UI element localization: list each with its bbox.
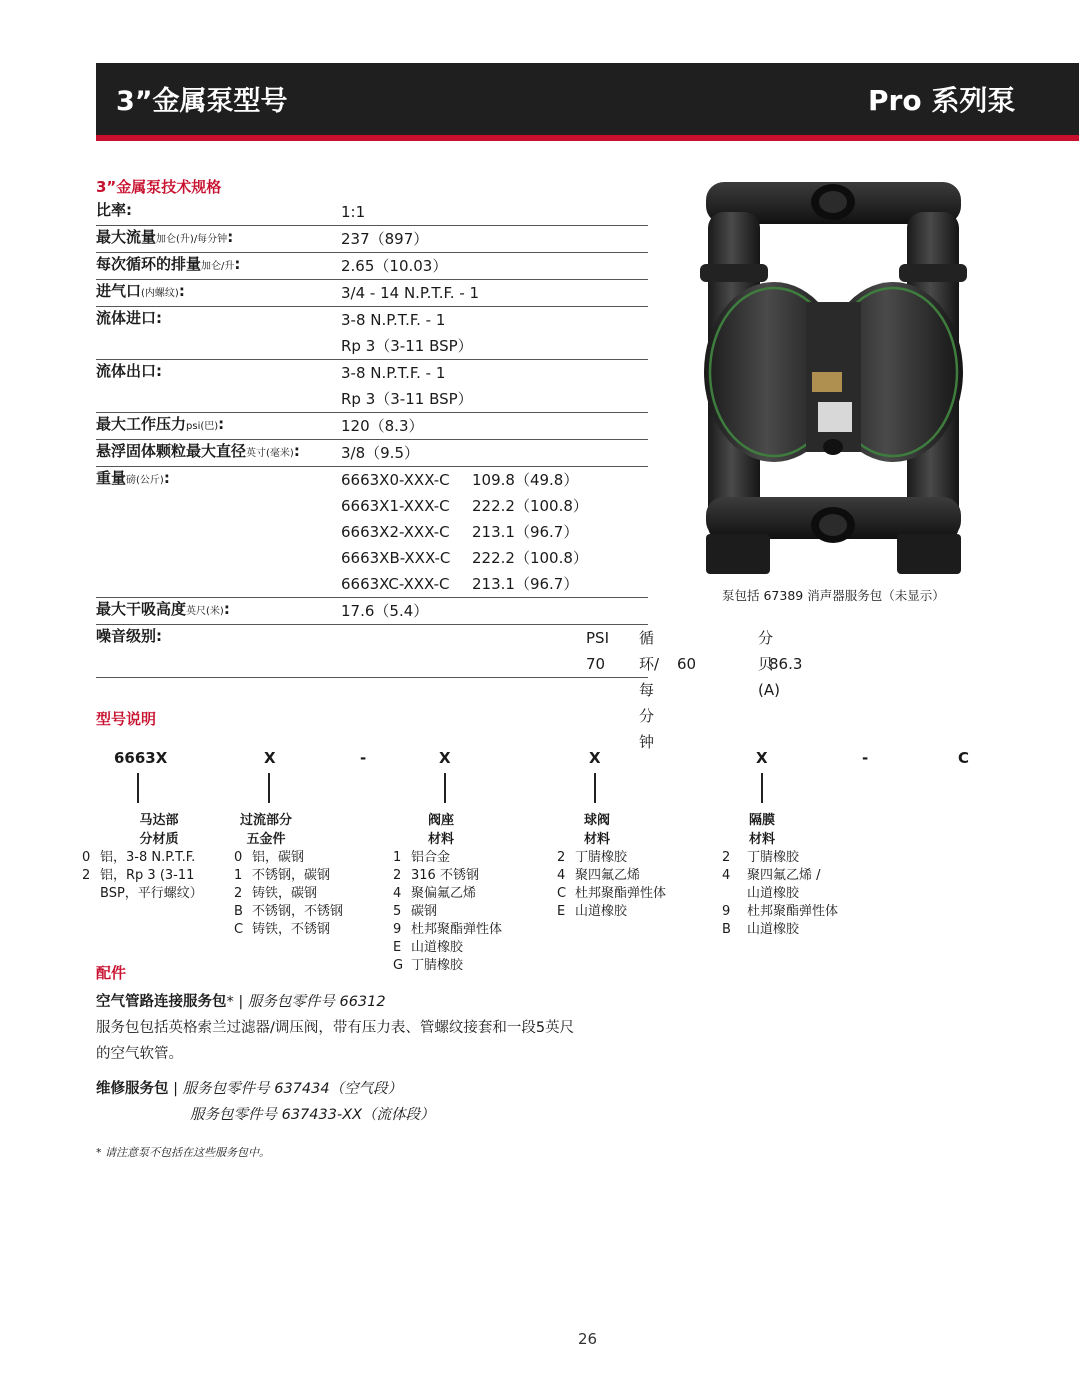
option-code: B	[234, 904, 243, 919]
option-label: 聚四氟乙烯	[575, 868, 641, 883]
spec-colon: :	[227, 228, 234, 246]
air-kit-line: 空气管路连接服务包* | 服务包零件号 66312	[96, 994, 386, 1010]
model-column-hardware	[234, 811, 343, 939]
weight-model: 6663X0-XXX-C	[341, 471, 450, 489]
option-label: 不锈钢，碳钢	[252, 868, 331, 883]
option-label: 丁腈橡胶	[747, 850, 800, 865]
weight-value: 213.1（96.7）	[472, 575, 579, 593]
repair-kit-part-air: 服务包零件号 637434（空气段）	[182, 1081, 403, 1097]
option-code: 4	[722, 868, 731, 883]
spec-label: 每次循环的排量	[96, 255, 202, 273]
spec-row	[96, 413, 648, 440]
column-head-line: 阀座	[427, 813, 454, 828]
spec-unit: (内螺纹)	[141, 288, 179, 299]
option-label: 铝，3-8 N.P.T.F.	[100, 850, 196, 865]
option-label: 山道橡胶	[747, 922, 800, 937]
spec-value: 2.65（10.03）	[341, 257, 448, 275]
weight-model: 6663XC-XXX-C	[341, 575, 450, 593]
noise-value: 70	[586, 655, 606, 673]
spec-row	[96, 253, 648, 280]
air-kit-part: 服务包零件号 66312	[247, 994, 386, 1010]
model-title: 型号说明	[96, 710, 157, 728]
spec-value: Rp 3（3-11 BSP）	[341, 390, 473, 408]
option-label: 山道橡胶	[747, 886, 800, 901]
option-code: C	[234, 922, 244, 937]
spec-label: 流体进口:	[96, 309, 162, 327]
air-kit-mark: *	[226, 994, 234, 1010]
weight-value: 109.8（49.8）	[472, 471, 579, 489]
spec-row	[96, 280, 648, 307]
option-code	[722, 885, 747, 903]
weight-value: 222.2（100.8）	[472, 549, 588, 567]
spec-unit: 磅(公斤)	[126, 475, 164, 486]
spec-label: 噪音级别:	[96, 627, 162, 645]
repair-kit-name: 维修服务包	[96, 1081, 169, 1097]
page-title: 3”金属泵型号	[116, 86, 288, 117]
spec-label: 最大干吸高度	[96, 600, 187, 618]
option-label: 铝，Rp 3 (3-11	[100, 868, 195, 883]
repair-kit-line-2	[190, 1103, 435, 1124]
column-head	[234, 811, 298, 849]
model-code: X	[264, 749, 276, 767]
spec-unit: 英尺(米)	[186, 606, 224, 617]
option-code: E	[557, 904, 566, 919]
option-code: 1	[393, 850, 402, 865]
spec-value: 237（897）	[341, 230, 429, 248]
noise-value: 60	[677, 655, 697, 673]
column-head-line: 马达部	[139, 813, 179, 828]
option-label: 铸铁，不锈钢	[252, 922, 331, 937]
option-code: 2	[234, 886, 243, 901]
option-code: C	[557, 886, 567, 901]
option-code: 4	[557, 868, 566, 883]
spec-row	[96, 307, 648, 360]
model-code: X	[589, 749, 601, 767]
spec-value: 3/8（9.5）	[341, 444, 419, 462]
option-label: 铝合金	[411, 850, 451, 865]
spec-row-weight	[96, 467, 648, 598]
spec-unit: 加仑(升)/每分钟	[156, 234, 228, 245]
option-code: 2	[82, 868, 91, 883]
spec-unit: psi(巴)	[186, 421, 219, 432]
page-number: 26	[578, 1330, 598, 1348]
tick-line	[594, 773, 596, 803]
tick-line	[137, 773, 139, 803]
spec-value: Rp 3（3-11 BSP）	[341, 337, 473, 355]
accessories-title: 配件	[96, 964, 127, 982]
air-kit-desc-2: 的空气软管。	[96, 1046, 183, 1062]
column-head-line: 材料	[583, 832, 610, 847]
model-code: 6663X	[114, 749, 168, 767]
column-head-line: 隔膜	[748, 813, 775, 828]
option-code: 2	[722, 850, 731, 865]
option-label: 杜邦聚酯弹性体	[747, 904, 839, 919]
spec-unit: 加仑/升	[201, 261, 235, 272]
option-label: 山道橡胶	[575, 904, 628, 919]
spec-title: 3”金属泵技术规格	[96, 178, 222, 196]
column-head	[567, 811, 627, 849]
spec-colon: :	[218, 415, 225, 433]
spec-row	[96, 199, 648, 226]
spec-label: 比率:	[96, 201, 132, 219]
header-accent-stripe	[96, 135, 1079, 141]
option-label: 杜邦聚酯弹性体	[575, 886, 667, 901]
option-label: 316 不锈钢	[411, 868, 479, 883]
option-code: G	[393, 958, 404, 973]
model-column-motor	[82, 811, 214, 903]
option-label: 碳钢	[411, 904, 438, 919]
spec-colon: :	[178, 282, 185, 300]
model-column-ball	[557, 811, 666, 921]
spec-colon: :	[223, 600, 230, 618]
weight-model: 6663X2-XXX-C	[341, 523, 450, 541]
option-label: 聚偏氟乙烯	[411, 886, 477, 901]
model-code: -	[360, 749, 367, 767]
model-column-diaphragm	[722, 811, 838, 939]
spec-value: 3-8 N.P.T.F. - 1	[341, 364, 446, 382]
repair-kit-part-fluid: 服务包零件号 637433-XX（流体段）	[190, 1107, 435, 1123]
option-code: 0	[82, 850, 91, 865]
option-code: B	[722, 922, 731, 937]
spec-colon: :	[234, 255, 241, 273]
air-kit-name: 空气管路连接服务包	[96, 994, 227, 1010]
option-code	[82, 885, 100, 903]
column-head-line: 材料	[748, 832, 775, 847]
option-label: 山道橡胶	[411, 940, 464, 955]
pump-photo	[696, 172, 971, 580]
spec-label: 最大工作压力	[96, 415, 187, 433]
model-column-seat	[393, 811, 502, 975]
option-label: 不锈钢，不锈钢	[252, 904, 344, 919]
model-code: X	[756, 749, 768, 767]
column-head	[732, 811, 792, 849]
column-head	[104, 811, 214, 849]
spec-row	[96, 360, 648, 413]
weight-value: 213.1（96.7）	[472, 523, 579, 541]
spec-row	[96, 440, 648, 467]
option-label: BSP，平行螺纹）	[100, 886, 203, 901]
weight-model: 6663XB-XXX-C	[341, 549, 451, 567]
column-head-line: 分材质	[139, 832, 179, 847]
option-code: 2	[557, 850, 566, 865]
spec-label: 悬浮固体颗粒最大直径	[96, 442, 247, 460]
repair-kit-line: 维修服务包 | 服务包零件号 637434（空气段）	[96, 1081, 403, 1097]
option-code: 9	[722, 904, 731, 919]
option-code: E	[393, 940, 402, 955]
noise-value: 86.3	[769, 655, 803, 673]
model-code: X	[439, 749, 451, 767]
spec-label: 流体出口:	[96, 362, 162, 380]
option-label: 铝，碳钢	[252, 850, 305, 865]
spec-label: 进气口	[96, 282, 142, 300]
noise-header: 分贝(A)	[758, 629, 780, 699]
option-code: 1	[234, 868, 243, 883]
noise-header: 循环/每分钟	[639, 629, 660, 751]
option-code: 0	[234, 850, 243, 865]
spec-unit: 英寸(毫米)	[246, 448, 294, 459]
spec-label: 最大流量	[96, 228, 157, 246]
kit-note: * 请注意泵不包括在这些服务包中。	[96, 1146, 270, 1159]
spec-label: 重量	[96, 469, 127, 487]
option-label: 丁腈橡胶	[575, 850, 628, 865]
option-code: 4	[393, 886, 402, 901]
spec-value: 3-8 N.P.T.F. - 1	[341, 311, 446, 329]
spec-colon: :	[293, 442, 300, 460]
spec-colon: :	[163, 469, 170, 487]
weight-model: 6663X1-XXX-C	[341, 497, 450, 515]
air-kit-desc-1: 服务包包括英格索兰过滤器/调压阀，带有压力表、管螺纹接套和一段5英尺	[96, 1020, 575, 1036]
option-code: 9	[393, 922, 402, 937]
weight-value: 222.2（100.8）	[472, 497, 588, 515]
photo-caption: 泵包括 67389 消声器服务包（未显示）	[722, 588, 945, 603]
model-code: C	[958, 749, 970, 767]
option-label: 铸铁，碳钢	[252, 886, 318, 901]
spec-value: 120（8.3）	[341, 417, 424, 435]
spec-value: 3/4 - 14 N.P.T.F. - 1	[341, 284, 480, 302]
column-head-line: 球阀	[583, 813, 610, 828]
tick-line	[444, 773, 446, 803]
series-title: Pro 系列泵	[868, 84, 1016, 117]
option-label: 聚四氟乙烯 /	[747, 868, 821, 883]
option-label: 丁腈橡胶	[411, 958, 464, 973]
column-head-line: 五金件	[246, 832, 286, 847]
option-code: 2	[393, 868, 402, 883]
spec-row	[96, 226, 648, 253]
model-code: -	[862, 749, 869, 767]
noise-header: PSI	[586, 629, 609, 647]
tick-line	[268, 773, 270, 803]
tick-line	[761, 773, 763, 803]
spec-value: 17.6（5.4）	[341, 602, 429, 620]
spec-value: 1:1	[341, 203, 366, 221]
spec-row	[96, 598, 648, 625]
option-code: 5	[393, 904, 402, 919]
option-label: 杜邦聚酯弹性体	[411, 922, 503, 937]
column-head-line: 过流部分	[239, 813, 292, 828]
column-head-line: 材料	[427, 832, 454, 847]
column-head	[411, 811, 471, 849]
